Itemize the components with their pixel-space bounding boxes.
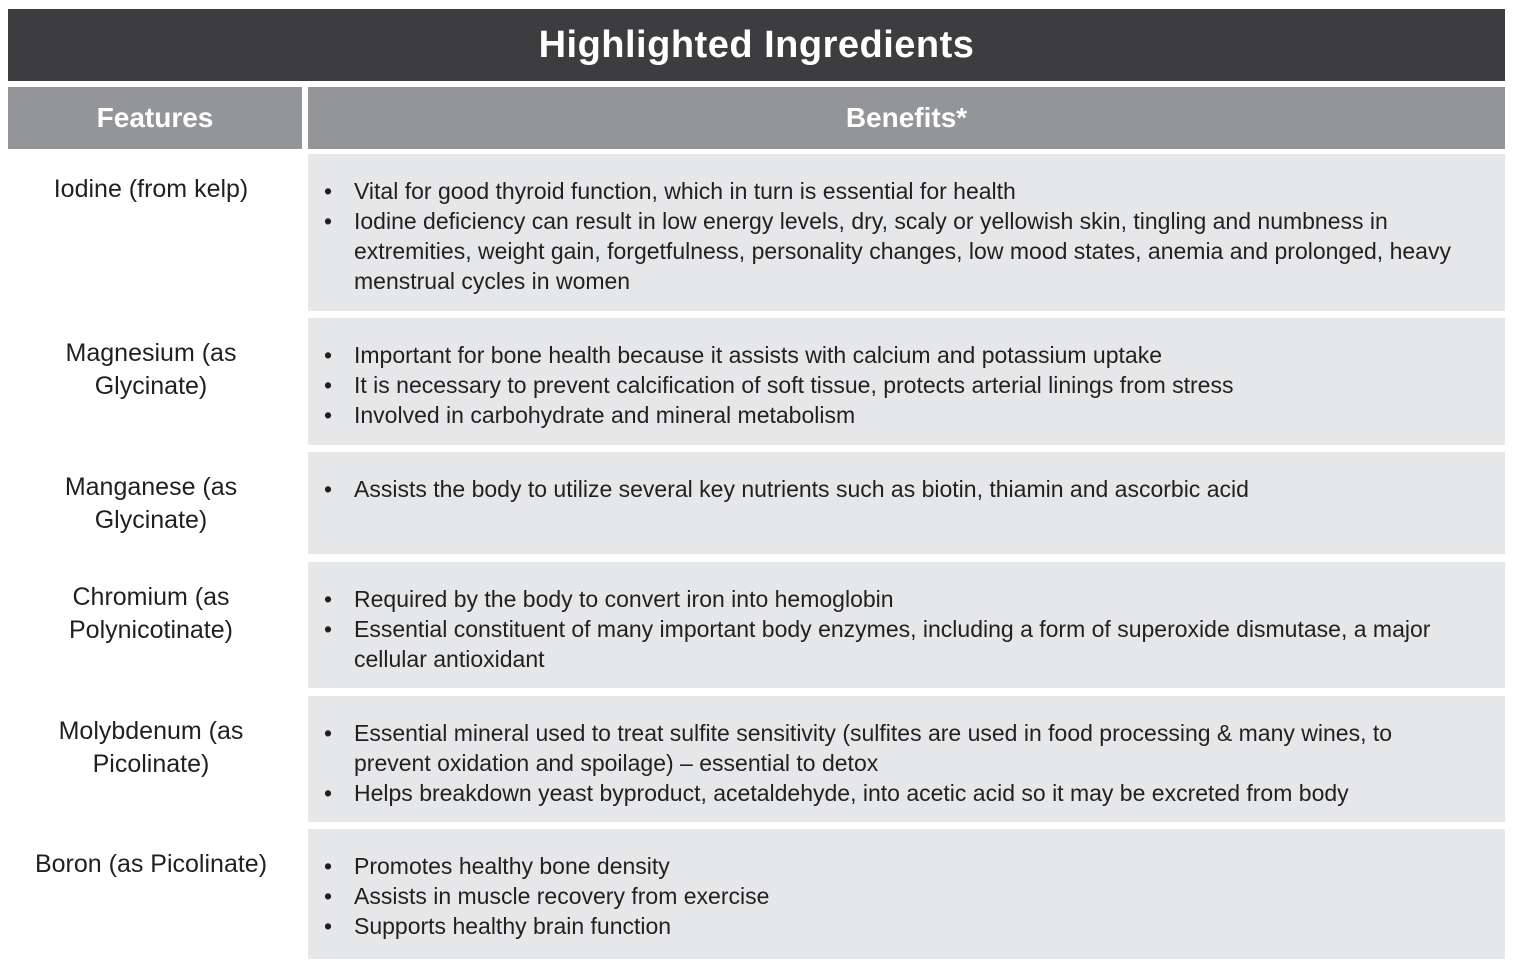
- benefit-text: Vital for good thyroid function, which in turn is essential for health: [354, 178, 1016, 204]
- benefit-text: Essential constituent of many important body enzymes, including a form of superoxide dismutase, a major cellular antioxidant: [354, 616, 1431, 672]
- feature-cell: Molybdenum (as Picolinate): [58, 717, 244, 778]
- benefits-column-header: Benefits*: [308, 87, 1505, 149]
- features-column-header: Features: [8, 87, 302, 149]
- benefit-item: [318, 370, 1475, 400]
- benefit-item: [318, 176, 1475, 206]
- benefit-cell: [308, 154, 1505, 311]
- benefit-cell: [308, 452, 1505, 554]
- bullet-icon: •: [323, 720, 333, 746]
- benefit-list: [318, 718, 1475, 808]
- benefit-text: Required by the body to convert iron into hemoglobin: [354, 586, 894, 612]
- benefit-cell: [308, 318, 1505, 445]
- benefit-item: [318, 718, 1475, 778]
- benefit-list: [318, 474, 1475, 504]
- benefit-text: It is necessary to prevent calcification of soft tissue, protects arterial linings from stress: [354, 372, 1234, 398]
- bullet-icon: •: [323, 853, 333, 879]
- benefit-text: Involved in carbohydrate and mineral metabolism: [354, 402, 856, 428]
- benefit-text: Helps breakdown yeast byproduct, acetaldehyde, into acetic acid so it may be excreted from body: [354, 780, 1349, 806]
- benefit-item: [318, 474, 1475, 504]
- benefit-cell: [308, 562, 1505, 688]
- benefit-item: [318, 851, 1475, 881]
- benefit-text: Promotes healthy bone density: [354, 853, 670, 879]
- bullet-icon: •: [323, 402, 333, 428]
- benefit-item: [318, 400, 1475, 430]
- benefit-list: [318, 584, 1475, 674]
- benefit-text: Assists the body to utilize several key nutrients such as biotin, thiamin and ascorbic acid: [354, 476, 1249, 502]
- table-title: Highlighted Ingredients: [538, 23, 975, 66]
- benefit-list: [318, 851, 1475, 941]
- benefit-item: [318, 911, 1475, 941]
- benefit-item: [318, 206, 1475, 296]
- feature-cell: Magnesium (as Glycinate): [65, 339, 237, 400]
- bullet-icon: •: [323, 178, 333, 204]
- bullet-icon: •: [323, 913, 333, 939]
- bullet-icon: •: [323, 780, 333, 806]
- benefit-item: [318, 584, 1475, 614]
- feature-cell: Manganese (as Glycinate): [64, 473, 238, 534]
- feature-cell: Boron (as Picolinate): [34, 850, 268, 878]
- benefit-list: [318, 340, 1475, 430]
- bullet-icon: •: [323, 372, 333, 398]
- benefit-item: [318, 340, 1475, 370]
- benefit-text: Important for bone health because it assists with calcium and potassium uptake: [354, 342, 1162, 368]
- benefit-item: [318, 778, 1475, 808]
- benefit-cell: [308, 829, 1505, 959]
- benefit-text: Essential mineral used to treat sulfite sensitivity (sulfites are used in food processing & many wines, to prevent oxidation and spoilage) – essential to detox: [354, 720, 1393, 776]
- benefit-text: Supports healthy brain function: [354, 913, 672, 939]
- benefit-item: [318, 881, 1475, 911]
- bullet-icon: •: [323, 208, 333, 234]
- feature-cell: Chromium (as Polynicotinate): [69, 583, 233, 644]
- bullet-icon: •: [323, 476, 333, 502]
- benefit-item: [318, 614, 1475, 674]
- bullet-icon: •: [323, 883, 333, 909]
- feature-cell: Iodine (from kelp): [53, 175, 249, 203]
- bullet-icon: •: [323, 586, 333, 612]
- table-title-bar: [8, 9, 1505, 81]
- benefit-cell: [308, 696, 1505, 822]
- benefit-text: Iodine deficiency can result in low energy levels, dry, scaly or yellowish skin, tingling and numbness in extremities, weight gain, forgetfulness, personality changes, low mood states, anemia and prolonged, heavy menstrual cycles in women: [354, 208, 1451, 294]
- bullet-icon: •: [323, 342, 333, 368]
- benefit-text: Assists in muscle recovery from exercise: [354, 883, 770, 909]
- benefit-list: [318, 176, 1475, 296]
- bullet-icon: •: [323, 616, 333, 642]
